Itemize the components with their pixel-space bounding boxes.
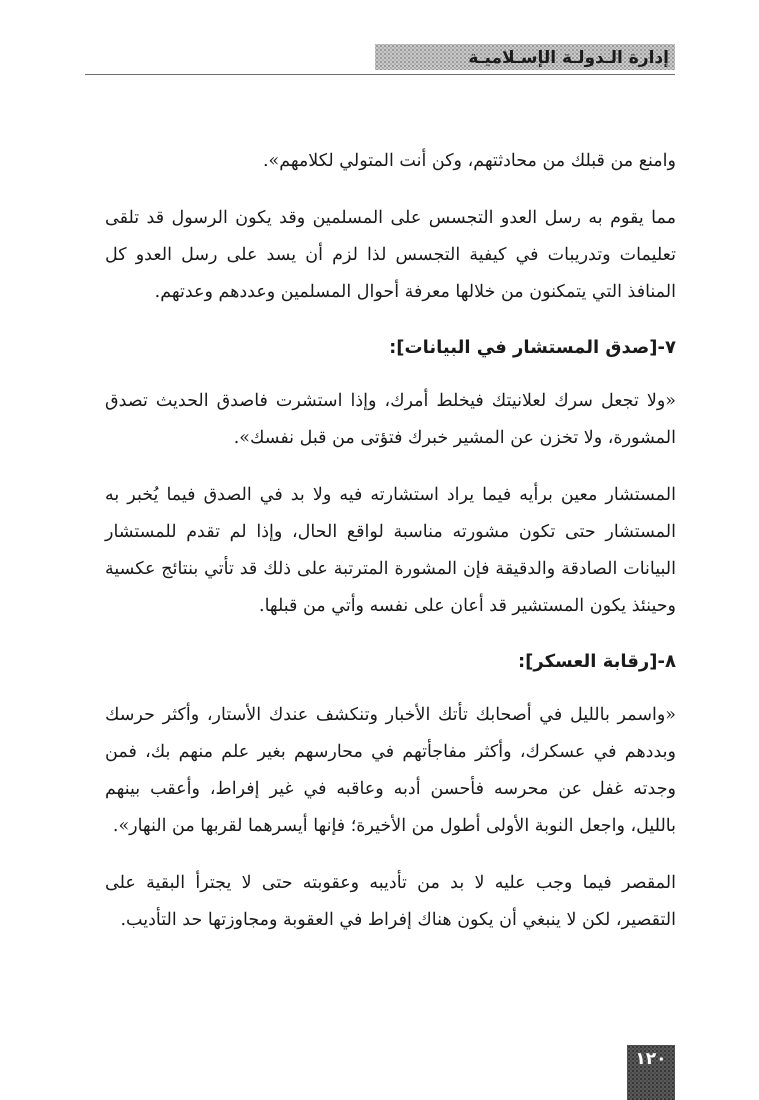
paragraph-army-commentary: المقصر فيما وجب عليه لا بد من تأديبه وعقوبته حتى لا يجترأ البقية على التقصير، لكن لا ينبغي أن يكون هناك إفراط في العقوبة ومجاوزتها حد التأديب. [105, 873, 676, 930]
paragraph-spies-commentary: مما يقوم به رسل العدو التجسس على المسلمين وقد يكون الرسول قد تلقى تعليمات وتدريبات في كيفية التجسس لذا لزم أن يسد على رسل العدو كل المنافذ التي يتمكنون من خلالها معرفة أحوال المسلمين وعددهم وعدتهم. [105, 208, 676, 302]
header-divider [85, 74, 675, 75]
section-heading-8: ٨-[رقابة العسكر]: [517, 651, 676, 672]
paragraph-advisor-commentary: المستشار معين برأيه فيما يراد استشارته فيه ولا بد في الصدق فيما يُخبر به المستشار حتى تكون مشورته مناسبة لواقع الحال، وإذا لم تقدم للمستشار البيانات الصادقة والدقيقة فإن المشورة المترتبة على ذلك قد تأتي بنتائج عكسية وحينئذ يكون المستشير قد أعان على نفسه وأتي من قبلها. [105, 485, 676, 616]
paragraph-quote-advisor: «ولا تجعل سرك لعلانيتك فيخلط أمرك، وإذا استشرت فاصدق الحديث تصدق المشورة، ولا تخزن عن المشير خبرك فتؤتى من قبل نفسك». [105, 391, 676, 448]
page-body [105, 143, 676, 959]
page-number: ١٢٠ [635, 1049, 667, 1069]
paragraph-quote-end: وامنع من قبلك من محادثتهم، وكن أنت المتولي لكلامهم». [262, 151, 676, 171]
section-heading-7: ٧-[صدق المستشار في البيانات]: [389, 337, 676, 358]
running-header-title: إدارة الـدولـة الإسـلاميـة [468, 48, 669, 68]
paragraph-quote-army: «واسمر بالليل في أصحابك تأتك الأخبار وتنكشف عندك الأستار، وأكثر حرسك وبددهم في عسكرك، وأكثر مفاجأتهم في محارسهم بغير علم منهم بك، فمن وجدته غفل عن محرسه فأحسن أدبه وعاقبه في غير إفراط، وأعقب بينهم بالليل، واجعل النوبة الأولى أطول من الأخيرة؛ فإنها أيسرهما لقربها من النهار». [105, 705, 676, 836]
